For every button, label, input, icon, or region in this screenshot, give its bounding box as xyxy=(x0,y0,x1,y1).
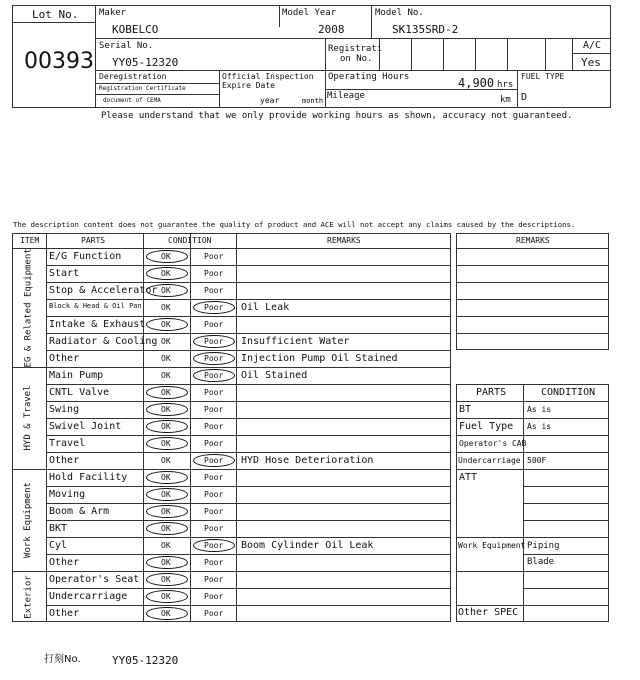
ok-label: OK xyxy=(161,405,171,414)
work-label: Work Equipment xyxy=(458,541,526,550)
row-part-label: Operator's Seat xyxy=(49,574,140,585)
poor-label: Poor xyxy=(204,337,224,346)
group-label: Exterior xyxy=(23,574,33,619)
poor-label: Poor xyxy=(204,473,224,482)
serial-no-label: Serial No. xyxy=(99,41,154,51)
row-part-label: CNTL Valve xyxy=(49,387,110,398)
ok-label: OK xyxy=(161,473,171,482)
bt-label: BT xyxy=(459,404,472,415)
fuel-type-label: FUEL TYPE xyxy=(521,72,565,81)
poor-label: Poor xyxy=(204,558,224,567)
row-part-label: Swivel Joint xyxy=(49,421,122,432)
col-parts-header: PARTS xyxy=(81,236,106,245)
registration-no-label-2: on No. xyxy=(340,54,373,64)
row-remark: Oil Stained xyxy=(241,370,308,381)
poor-label: Poor xyxy=(204,592,224,601)
model-no-value: SK135SRD-2 xyxy=(392,23,459,36)
model-no-label: Model No. xyxy=(375,8,424,18)
row-remark: Boom Cylinder Oil Leak xyxy=(241,540,374,551)
row-part-label: Boom & Arm xyxy=(49,506,110,517)
ok-label: OK xyxy=(161,354,171,363)
inspection-label-2: Expire Date xyxy=(222,81,275,90)
row-part-label: Moving xyxy=(49,489,86,500)
ok-label: OK xyxy=(161,575,171,584)
poor-label: Poor xyxy=(204,286,224,295)
hrs-unit: hrs xyxy=(497,80,514,90)
group-label: EG & Related Equipment xyxy=(23,247,33,367)
disclaimer-text: The description content does not guarantee the quality of product and ACE will not accept any claims caused by the descriptions. xyxy=(13,220,576,229)
fuel-label: Fuel Type xyxy=(459,421,514,432)
other-spec-label: Other SPEC xyxy=(458,607,519,618)
poor-label: Poor xyxy=(204,439,224,448)
ac-value: Yes xyxy=(581,56,601,69)
ok-label: OK xyxy=(161,422,171,431)
ok-label: OK xyxy=(161,439,171,448)
ac-label: A/C xyxy=(583,40,602,51)
row-part-label: Start xyxy=(49,268,80,279)
row-part-label: BKT xyxy=(49,523,68,534)
right-remarks-header: REMARKS xyxy=(516,236,550,245)
row-part-label: Other xyxy=(49,557,80,568)
group-label: Work Equipment xyxy=(23,482,33,558)
work-value-1: Piping xyxy=(527,541,560,551)
maker-label: Maker xyxy=(99,8,127,18)
row-part-label: Hold Facility xyxy=(49,472,128,483)
row-part-label: Main Pump xyxy=(49,370,104,381)
poor-label: Poor xyxy=(204,354,224,363)
row-part-label: Other xyxy=(49,608,80,619)
col-item-header: ITEM xyxy=(20,236,40,245)
ok-label: OK xyxy=(161,252,171,261)
poor-label: Poor xyxy=(204,507,224,516)
ok-label: OK xyxy=(161,541,171,550)
poor-label: Poor xyxy=(204,456,224,465)
ok-label: OK xyxy=(161,609,171,618)
row-part-label: Cyl xyxy=(49,540,68,551)
row-remark: Oil Leak xyxy=(241,302,290,313)
row-part-label: Intake & Exhaust xyxy=(49,319,146,330)
row-part-label: Stop & Accelerator xyxy=(49,285,158,296)
row-remark: Injection Pump Oil Stained xyxy=(241,353,398,364)
ok-label: OK xyxy=(161,558,171,567)
row-remark: Insufficient Water xyxy=(241,336,350,347)
poor-label: Poor xyxy=(204,252,224,261)
mileage-label: Mileage xyxy=(327,91,365,101)
poor-label: Poor xyxy=(204,303,224,312)
under-value: 500F xyxy=(527,456,547,465)
row-remark: HYD Hose Deterioration xyxy=(241,455,374,466)
bt-value: As is xyxy=(527,405,552,414)
poor-label: Poor xyxy=(204,541,224,550)
row-part-label: Undercarriage xyxy=(49,591,128,602)
document-of-cema-label: document of CEMA xyxy=(103,97,161,104)
under-label: Undercarriage xyxy=(458,456,521,465)
year-label: year xyxy=(260,96,280,105)
serial-no-value: YY05-12320 xyxy=(112,56,179,69)
poor-label: Poor xyxy=(204,405,224,414)
poor-label: Poor xyxy=(204,371,224,380)
ok-label: OK xyxy=(161,592,171,601)
ok-label: OK xyxy=(161,337,171,346)
poor-label: Poor xyxy=(204,490,224,499)
row-part-label: Radiator & Cooling xyxy=(49,336,158,347)
row-part-label: Other xyxy=(49,455,80,466)
row-part-label: Other xyxy=(49,353,80,364)
row-part-label: Travel xyxy=(49,438,86,449)
poor-label: Poor xyxy=(204,269,224,278)
group-label: HYD & Travel xyxy=(23,385,33,451)
month-label: month xyxy=(302,97,324,105)
ok-label: OK xyxy=(161,320,171,329)
km-unit: km xyxy=(500,95,511,105)
fuel-type-value: D xyxy=(521,92,528,103)
ok-label: OK xyxy=(161,371,171,380)
row-part-label: E/G Function xyxy=(49,251,122,262)
att-label: ATT xyxy=(459,472,478,483)
model-year-label: Model Year xyxy=(282,8,337,18)
poor-label: Poor xyxy=(204,388,224,397)
poor-label: Poor xyxy=(204,609,224,618)
deregistration-label: Deregistration xyxy=(99,72,167,81)
registration-certificate-label: Registration Certificate xyxy=(99,85,186,92)
work-value-2: Blade xyxy=(527,557,555,567)
operating-hours-value: 4,900 xyxy=(458,76,495,90)
col-condition-header: CONDITION xyxy=(168,236,212,245)
inspection-label: Official Inspection xyxy=(222,72,314,81)
stamp-label: 打刻No. xyxy=(44,654,81,665)
operating-hours-label: Operating Hours xyxy=(328,72,410,82)
row-part-label: Block & Head & Oil Pan xyxy=(49,302,142,310)
lot-no-label: Lot No. xyxy=(32,8,79,21)
ok-label: OK xyxy=(161,286,171,295)
lot-no: 00393 xyxy=(24,49,94,74)
poor-label: Poor xyxy=(204,524,224,533)
ok-label: OK xyxy=(161,388,171,397)
ok-label: OK xyxy=(161,303,171,312)
maker-value: KOBELCO xyxy=(112,23,159,36)
ok-label: OK xyxy=(161,490,171,499)
registration-no-label: Registrati xyxy=(328,44,383,54)
parts-header: PARTS xyxy=(476,387,507,398)
poor-label: Poor xyxy=(204,320,224,329)
ok-label: OK xyxy=(161,524,171,533)
ok-label: OK xyxy=(161,269,171,278)
model-year-value: 2008 xyxy=(318,23,345,36)
hours-notice: Please understand that we only provide working hours as shown, accuracy not guaranteed. xyxy=(101,111,573,121)
fuel-value: As is xyxy=(527,422,552,431)
poor-label: Poor xyxy=(204,422,224,431)
row-part-label: Swing xyxy=(49,404,80,415)
stamp-value: YY05-12320 xyxy=(112,654,179,667)
col-remarks-header: REMARKS xyxy=(327,236,361,245)
ok-label: OK xyxy=(161,507,171,516)
poor-label: Poor xyxy=(204,575,224,584)
condition-header: CONDITION xyxy=(541,387,596,398)
ok-label: OK xyxy=(161,456,171,465)
cab-label: Operator's CAB xyxy=(459,439,527,448)
